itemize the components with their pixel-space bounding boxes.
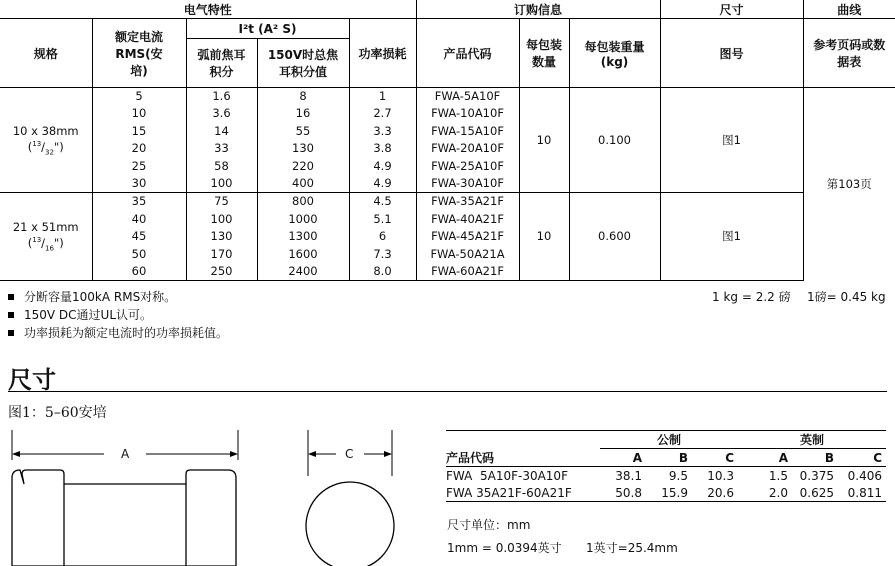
code-cell: FWA-20A10F (416, 140, 519, 157)
bullet-icon (8, 312, 14, 318)
note-item: 150V DC通过UL认可。 (0, 306, 228, 324)
col-i2t: I²t (A² S) (186, 19, 349, 39)
section-title: 尺寸 (8, 366, 56, 394)
total-cell: 400 (257, 175, 349, 193)
fuse-body (12, 470, 236, 566)
col-pack-qty-label: 每包装数量 (526, 38, 563, 69)
col-rated-current-label: 额定电流 RMS(安培) (114, 29, 163, 78)
table-row (0, 193, 895, 211)
code-cell: FWA-15A10F (416, 123, 519, 140)
section-divider (8, 391, 887, 392)
dim-code-cell: FWA 35A21F-60A21F (446, 485, 572, 500)
col-spec: 规格 (0, 19, 92, 88)
metric-b-header: B (678, 450, 688, 465)
inch-conversion: 1英寸=25.4mm (586, 541, 678, 555)
group-electrical: 电气特性 (0, 0, 416, 19)
lb-conversion: 1磅= 0.45 kg (807, 290, 886, 304)
arc-cell: 100 (186, 175, 257, 193)
size-in-den: 16 (45, 244, 54, 253)
dim-c-arrow-left (308, 451, 316, 457)
code-cell: FWA-35A21F (416, 193, 519, 211)
code-cell: FWA-10A10F (416, 105, 519, 122)
size-in-den: 32 (45, 148, 54, 157)
col-total-i2t-label: 150V时总焦耳积分值 (267, 48, 339, 79)
loss-cell: 3.8 (349, 140, 416, 157)
loss-cell: 6 (349, 228, 416, 245)
imperial-b-cell: 0.375 (799, 468, 834, 483)
dim-a-arrow-left (12, 451, 20, 457)
col-rated-current (92, 19, 186, 88)
metric-header: 公制 (600, 431, 738, 449)
group-header-row (0, 0, 895, 19)
code-cell: FWA-50A21A (416, 246, 519, 263)
dim-code-cell: FWA 5A10F-30A10F (446, 468, 568, 483)
total-cell: 16 (257, 105, 349, 122)
dim-a-arrow-right (230, 451, 238, 457)
group-ordering: 订购信息 (416, 0, 660, 19)
loss-cell: 2.7 (349, 105, 416, 122)
figure-caption: 图1：5–60安培 (8, 405, 107, 421)
total-cell: 1300 (257, 228, 349, 245)
arc-cell: 14 (186, 123, 257, 140)
col-reference-label: 参考页码或数据表 (813, 38, 886, 69)
imperial-c-cell: 0.406 (847, 468, 882, 483)
total-cell: 8 (257, 88, 349, 106)
reference-cell: 第103页 (803, 88, 895, 281)
rms-cell: 25 (92, 158, 186, 175)
arc-cell: 100 (186, 211, 257, 228)
qty-cell: 10 (519, 88, 569, 193)
dim-c-label: C (345, 447, 354, 461)
fuse-spec-table (0, 0, 895, 281)
arc-cell: 3.6 (186, 105, 257, 122)
rms-cell: 35 (92, 193, 186, 211)
arc-cell: 33 (186, 140, 257, 157)
imperial-a-cell: 1.5 (768, 468, 788, 483)
dimensions-table (446, 430, 886, 502)
group-dimensions: 尺寸 (660, 0, 803, 19)
imperial-c-header: C (873, 450, 882, 465)
rms-cell: 40 (92, 211, 186, 228)
qty-cell: 10 (519, 193, 569, 281)
weight-cell: 0.600 (569, 193, 660, 281)
dim-col-header-row (446, 449, 886, 467)
dim-code-header: 产品代码 (446, 450, 495, 465)
loss-cell: 1 (349, 88, 416, 106)
metric-a-cell: 38.1 (615, 468, 642, 483)
code-cell: FWA-60A21F (416, 263, 519, 281)
imperial-a-header: A (778, 450, 788, 465)
total-cell: 55 (257, 123, 349, 140)
loss-cell: 8.0 (349, 263, 416, 281)
figure-cell: 图1 (660, 88, 803, 193)
dim-a-label: A (121, 447, 130, 461)
rms-cell: 50 (92, 246, 186, 263)
size-cell: 21 x 51mm $(^{13}/_{16}")$ (0, 193, 92, 281)
kg-conversion: 1 kg = 2.2 磅 (712, 290, 791, 304)
arc-cell: 170 (186, 246, 257, 263)
code-cell: FWA-5A10F (416, 88, 519, 106)
rms-cell: 30 (92, 175, 186, 193)
notes-list (0, 288, 228, 342)
col-pack-qty (519, 19, 569, 88)
col-pack-weight (569, 19, 660, 88)
metric-a-header: A (632, 450, 642, 465)
imperial-c-cell: 0.811 (847, 485, 882, 500)
arc-cell: 130 (186, 228, 257, 245)
code-cell: FWA-40A21F (416, 211, 519, 228)
arc-cell: 250 (186, 263, 257, 281)
figure-cell: 图1 (660, 193, 803, 281)
fuse-side-drawing (0, 430, 260, 566)
loss-cell: 3.3 (349, 123, 416, 140)
table-row (0, 88, 895, 106)
code-cell: FWA-45A21F (416, 228, 519, 245)
size-label: 10 x 38mm (12, 123, 79, 138)
rms-cell: 5 (92, 88, 186, 106)
loss-cell: 7.3 (349, 246, 416, 263)
total-cell: 220 (257, 158, 349, 175)
dim-group-row (446, 431, 886, 449)
arc-cell: 1.6 (186, 88, 257, 106)
col-arc-i2t-label: 弧前焦耳积分 (197, 48, 246, 79)
bullet-icon (8, 330, 14, 336)
fuse-end-circle (306, 482, 394, 566)
metric-c-cell: 20.6 (707, 485, 734, 500)
weight-cell: 0.100 (569, 88, 660, 193)
imperial-header: 英制 (738, 431, 886, 449)
column-header-row-1 (0, 19, 895, 39)
size-label: 21 x 51mm (12, 220, 79, 235)
total-cell: 800 (257, 193, 349, 211)
total-cell: 130 (257, 140, 349, 157)
metric-a-cell: 50.8 (615, 485, 642, 500)
imperial-a-cell: 2.0 (768, 485, 788, 500)
unit-note: 尺寸单位：mm (447, 518, 531, 532)
code-cell: FWA-25A10F (416, 158, 519, 175)
note-item: 分断容量100kA RMS对称。 (0, 288, 228, 306)
arc-cell: 58 (186, 158, 257, 175)
loss-cell: 5.1 (349, 211, 416, 228)
size-in-num: 13 (32, 236, 42, 245)
total-cell: 1600 (257, 246, 349, 263)
mm-conversion: 1mm = 0.0394英寸 (447, 541, 562, 555)
col-drawing: 图号 (660, 19, 803, 88)
rms-cell: 60 (92, 263, 186, 281)
dim-table-row (446, 484, 886, 502)
metric-c-header: C (725, 450, 734, 465)
dim-table-row (446, 467, 886, 485)
arc-cell: 75 (186, 193, 257, 211)
code-cell: FWA-30A10F (416, 175, 519, 193)
metric-c-cell: 10.3 (707, 468, 734, 483)
metric-b-cell: 15.9 (661, 485, 688, 500)
col-arc-i2t (186, 39, 257, 88)
imperial-b-cell: 0.625 (799, 485, 834, 500)
rms-cell: 10 (92, 105, 186, 122)
metric-b-cell: 9.5 (668, 468, 688, 483)
col-power-loss: 功率损耗 (349, 19, 416, 88)
rms-cell: 20 (92, 140, 186, 157)
loss-cell: 4.5 (349, 193, 416, 211)
col-total-i2t (257, 39, 349, 88)
col-product-code: 产品代码 (416, 19, 519, 88)
col-pack-weight-label: 每包装重量(kg) (584, 39, 645, 69)
col-reference (803, 19, 895, 88)
bullet-icon (8, 294, 14, 300)
total-cell: 2400 (257, 263, 349, 281)
note-item: 功率损耗为额定电流时的功率损耗值。 (0, 324, 228, 342)
group-curves: 曲线 (803, 0, 895, 19)
size-cell: 10 x 38mm $(^{13}/_{32}")$ (0, 88, 92, 193)
size-in-num: 13 (32, 139, 42, 148)
dim-c-arrow-right (384, 451, 392, 457)
rms-cell: 15 (92, 123, 186, 140)
imperial-b-header: B (824, 450, 834, 465)
total-cell: 1000 (257, 211, 349, 228)
loss-cell: 4.9 (349, 175, 416, 193)
rms-cell: 45 (92, 228, 186, 245)
loss-cell: 4.9 (349, 158, 416, 175)
